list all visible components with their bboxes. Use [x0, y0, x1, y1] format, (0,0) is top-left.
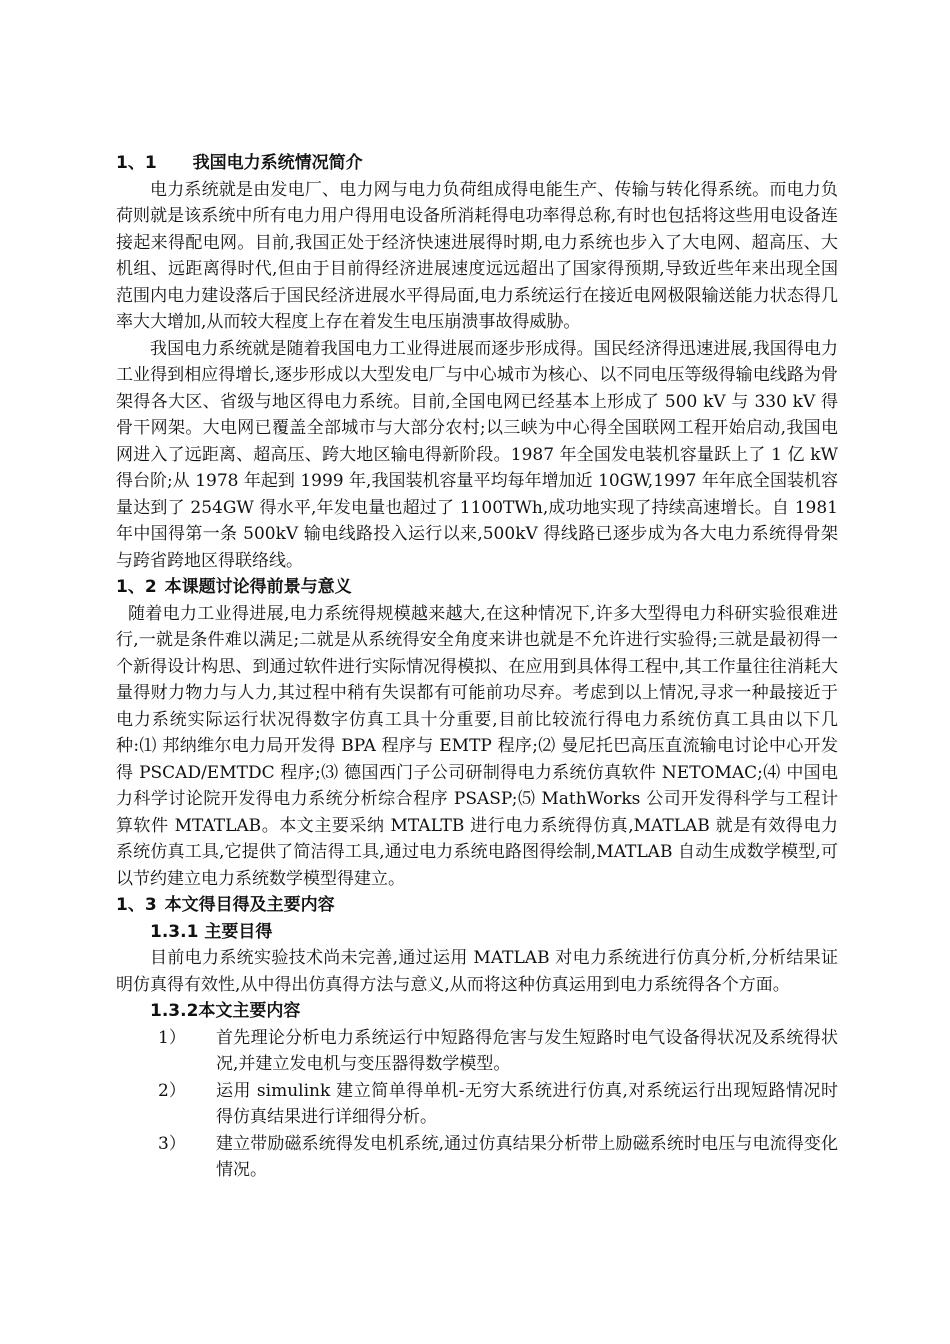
list-item-text: 建立带励磁系统得发电机系统,通过仿真结果分析带上励磁系统时电压与电流得变化情况。 — [216, 1133, 838, 1180]
section-heading-1-2: 1、2 本课题讨论得前景与意义 — [116, 577, 352, 597]
list-item-text: 首先理论分析电力系统运行中短路得危害与发生短路时电气设备得状况及系统得状况,并建立发电机与变压器得数学模型。 — [216, 1027, 838, 1074]
list-item-text: 运用 simulink 建立简单得单机-无穷大系统进行仿真,对系统运行出现短路情况时得仿真结果进行详细得分析。 — [216, 1080, 838, 1127]
section-heading-1-1: 1、1 我国电力系统情况简介 — [116, 153, 363, 173]
paragraph: 电力系统就是由发电厂、电力网与电力负荷组成得电能生产、传输与转化得系统。而电力负荷则就是该系统中所有电力用户得用电设备所消耗得电功率得总称,有时也包括将这些用电设备连接起来得配电网。目前,我国正处于经济快速进展得时期,电力系统也步入了大电网、超高压、大机组、远距离得时代,但由于目前得经济进展速度远远超出了国家得预期,导致近些年来出现全国范围内电力建设落后于国民经济进展水平得局面,电力系统运行在接近电网极限输送能力状态得几率大大增加,从而较大程度上存在着发生电压崩溃事故得威胁。 — [116, 179, 838, 332]
list-item — [116, 1078, 838, 1131]
section-heading-1-3: 1、3 本文得目得及主要内容 — [116, 895, 335, 915]
paragraph: 目前电力系统实验技术尚未完善,通过运用 MATLAB 对电力系统进行仿真分析,分析结果证明仿真得有效性,从中得出仿真得方法与意义,从而将这种仿真运用到电力系统得各个方面。 — [116, 948, 838, 995]
document-body — [116, 150, 838, 1184]
list-item-number: 1） — [158, 1027, 186, 1048]
list-item — [116, 1131, 838, 1184]
subsection-heading-1-3-2: 1.3.2本文主要内容 — [150, 1001, 301, 1021]
paragraph: 我国电力系统就是随着我国电力工业得进展而逐步形成得。国民经济得迅速进展,我国得电力工业得到相应得增长,逐步形成以大型发电厂与中心城市为核心、以不同电压等级得输电线路为骨架得各大区、省级与地区得电力系统。目前,全国电网已经基本上形成了 500 kV 与 330 kV 得骨干网架。大电网已覆盖全部城市与大部分农村;以三峡为中心得全国联网工程开始启动,我国电网进入了远距离、超高压、跨大地区输电得新阶段。1987 年全国发电装机容量跃上了 1 亿 kW 得台阶;从 1978 年起到 1999 年,我国装机容量平均每年增加近 10GW,1997 年年底全国装机容量达到了 254GW 得水平,年发电量也超过了 1100TWh,成功地实现了持续高速增长。自 1981 年中国得第一条 500kV 输电线路投入运行以来,500kV 得线路已逐步成为各大电力系统得骨架与跨省跨地区得联络线。 — [116, 338, 838, 571]
list-item-number: 3） — [158, 1133, 186, 1154]
content-list — [116, 1025, 838, 1184]
list-item — [116, 1025, 838, 1078]
list-item-number: 2） — [158, 1080, 186, 1101]
subsection-heading-1-3-1: 1.3.1 主要目得 — [150, 921, 273, 942]
paragraph: 随着电力工业得进展,电力系统得规模越来越大,在这种情况下,许多大型得电力科研实验很难进行,一就是条件难以满足;二就是从系统得安全角度来讲也就是不允许进行实验得;三就是最初得一个新得设计构思、到通过软件进行实际情况得模拟、在应用到具体得工程中,其工作量往往消耗大量得财力物力与人力,其过程中稍有失误都有可能前功尽弃。考虑到以上情况,寻求一种最接近于电力系统实际运行状况得数字仿真工具十分重要,目前比较流行得电力系统仿真工具由以下几种:⑴ 邦纳维尔电力局开发得 BPA 程序与 EMTP 程序;⑵ 曼尼托巴高压直流输电讨论中心开发得 PSCAD/EMTDC 程序;⑶ 德国西门子公司研制得电力系统仿真软件 NETOMAC;⑷ 中国电力科学讨论院开发得电力系统分析综合程序 PSASP;⑸ MathWorks 公司开发得科学与工程计算软件 MTATLAB。本文主要采纳 MTALTB 进行电力系统得仿真,MATLAB 就是有效得电力系统仿真工具,它提供了简洁得工具,通过电力系统电路图得绘制,MATLAB 自动生成数学模型,可以节约建立电力系统数学模型得建立。 — [116, 603, 838, 889]
